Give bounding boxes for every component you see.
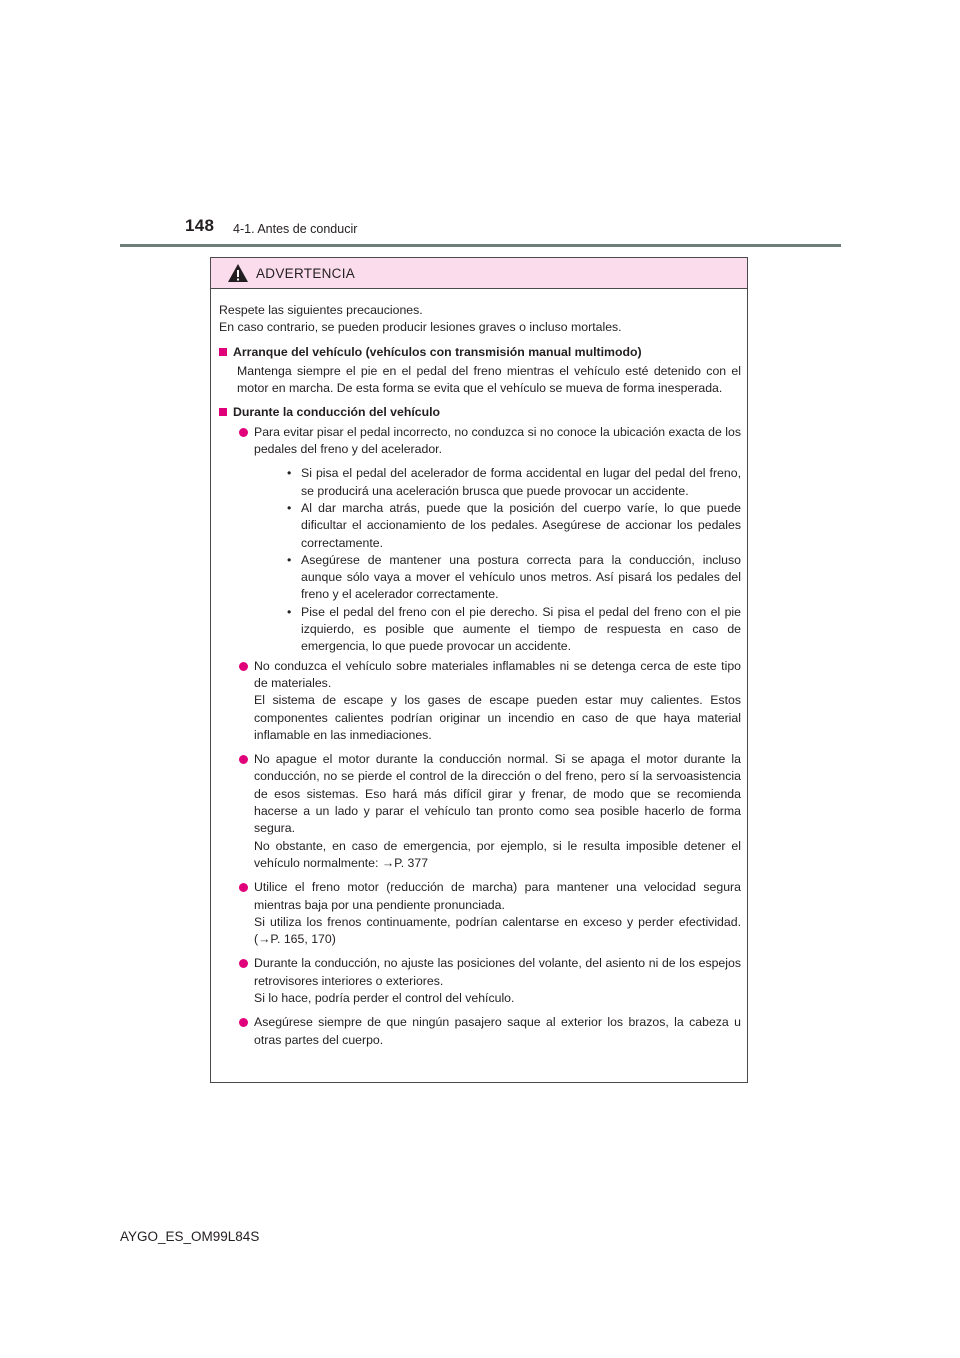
section-paragraph: Mantenga siempre el pie en el pedal del freno mientras el vehículo esté detenido con el motor en marcha. De esta forma se evita que el vehículo se mueva de forma inesperada.	[237, 363, 741, 396]
section-heading-text: Durante la conducción del vehículo	[233, 405, 441, 420]
item-paragraph: Utilice el freno motor (reducción de marcha) para mantener una velocidad segura mientras baja por una pendiente pronunciada.	[254, 880, 741, 912]
sub-list-item	[287, 604, 741, 656]
item-paragraph: Si utiliza los frenos continuamente, podrían calentarse en exceso y perder efectividad. (→P. 165, 170)	[254, 914, 741, 947]
item-paragraph: El sistema de escape y los gases de escape pueden estar muy calientes. Estos componentes calientes podrían originar un incendio en caso de que haya material inflamable en las inmediaciones.	[254, 693, 741, 742]
section-heading	[219, 344, 741, 361]
list-item-text	[254, 879, 741, 948]
dot-marker: •	[287, 552, 292, 567]
intro-line: En caso contrario, se pueden producir lesiones graves o incluso mortales.	[219, 320, 622, 335]
sub-item-text: Asegúrese de mantener una postura correcta para la conducción, incluso aunque sólo vaya a mover el vehículo unos metros. Así pisará los pedales del freno y el acelerador correctamente.	[301, 552, 741, 602]
list-item	[219, 879, 741, 948]
list-item	[219, 955, 741, 1007]
sub-list-item	[287, 465, 741, 500]
section-while-driving	[219, 404, 741, 1048]
list-item	[219, 751, 741, 872]
list-item-text	[254, 424, 741, 656]
item-paragraph: Para evitar pisar el pedal incorrecto, no conduzca si no conoce la ubicación exacta de los pedales del freno y del acelerador.	[254, 424, 741, 457]
sub-item-text: Al dar marcha atrás, puede que la posición del cuerpo varíe, lo que puede dificultar el accionamiento de los pedales. Asegúrese de accionar los pedales correctamente.	[301, 500, 741, 550]
item-paragraph: Durante la conducción, no ajuste las posiciones del volante, del asiento ni de los espejos retrovisores interiores o exteriores.	[254, 956, 741, 988]
square-bullet-icon	[219, 408, 227, 416]
item-paragraph: No obstante, en caso de emergencia, por ejemplo, si le resulta imposible detener el vehículo normalmente: →P. 377	[254, 838, 741, 870]
footer-code: AYGO_ES_OM99L84S	[120, 1229, 260, 1244]
list-item	[219, 658, 741, 744]
warning-triangle-icon	[227, 263, 249, 283]
section-title: 4-1. Antes de conducir	[233, 222, 358, 236]
square-bullet-icon	[219, 348, 227, 356]
section-heading	[219, 404, 741, 421]
sub-item-text: Si pisa el pedal del acelerador de forma accidental en lugar del pedal del freno, se producirá una aceleración brusca que puede provocar un accidente.	[301, 466, 741, 498]
round-bullet-icon	[239, 428, 248, 437]
item-paragraph: Asegúrese siempre de que ningún pasajero saque al exterior los brazos, la cabeza u otras partes del cuerpo.	[254, 1015, 741, 1047]
item-paragraph: No conduzca el vehículo sobre materiales inflamables ni se detenga cerca de este tipo de materiales.	[254, 658, 741, 690]
round-bullet-icon	[239, 959, 248, 968]
list-item-text	[254, 1014, 741, 1049]
round-bullet-icon	[239, 755, 248, 764]
list-item-text	[254, 751, 741, 872]
sub-list-item	[287, 552, 741, 604]
sub-list	[287, 465, 741, 655]
header-rule	[120, 244, 841, 247]
section-vehicle-start	[219, 344, 741, 398]
warning-header	[211, 258, 747, 289]
sub-item-text: Pise el pedal del freno con el pie derecho. Si pisa el pedal del freno con el pie izquierdo, es posible que aumente el tiempo de respuesta en caso de emergencia, lo que puede provocar un accidente.	[301, 604, 741, 654]
round-bullet-icon	[239, 883, 248, 892]
page-number: 148	[185, 216, 215, 235]
list-item	[219, 424, 741, 656]
warning-intro	[219, 302, 741, 337]
sub-list-item	[287, 500, 741, 552]
warning-title: ADVERTENCIA	[256, 265, 356, 281]
dot-marker: •	[287, 500, 292, 515]
round-bullet-icon	[239, 1018, 248, 1027]
intro-line: Respete las siguientes precauciones.	[219, 303, 423, 317]
warning-box	[210, 257, 748, 1083]
section-heading-text: Arranque del vehículo (vehículos con transmisión manual multimodo)	[233, 344, 642, 359]
round-bullet-icon	[239, 662, 248, 671]
item-paragraph: No apague el motor durante la conducción normal. Si se apaga el motor durante la conducción, no se pierde el control de la dirección o del freno, pero sí la servoasistencia de esos sistemas. Eso hará más difícil girar y frenar, de modo que se recomienda hacerse a un lado y parar el vehículo tan pronto como sea posible hacerlo de forma segura.	[254, 752, 741, 836]
list-item-text	[254, 658, 741, 744]
warning-body	[211, 289, 747, 1049]
dot-marker: •	[287, 466, 292, 481]
dot-marker: •	[287, 604, 292, 619]
list-item-text	[254, 955, 741, 1007]
item-paragraph: Si lo hace, podría perder el control del vehículo.	[254, 990, 515, 1005]
list-item	[219, 1014, 741, 1049]
